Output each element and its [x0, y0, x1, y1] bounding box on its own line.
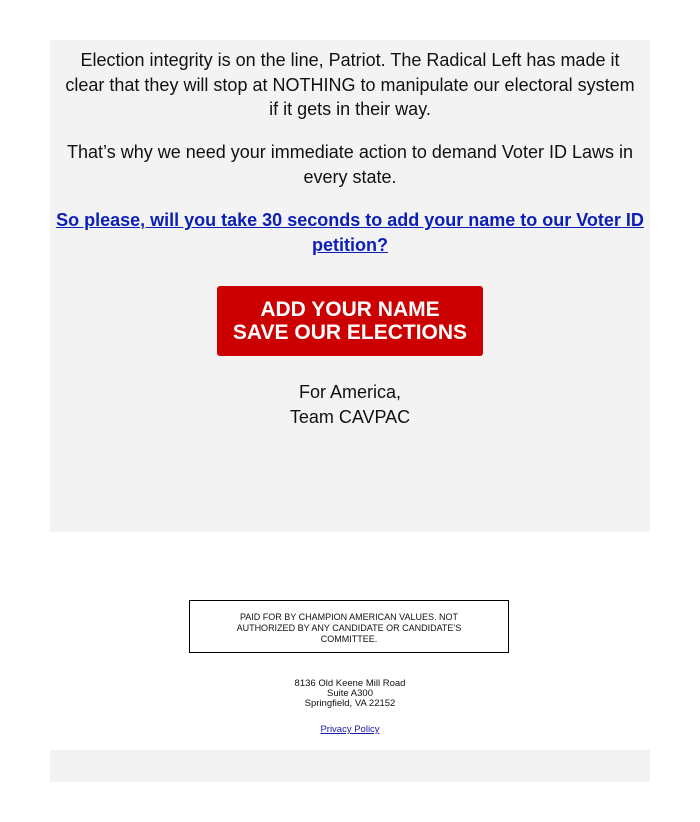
- privacy-container: [0, 724, 700, 736]
- action-paragraph: That’s why we need your immediate action to demand Voter ID Laws in every state.: [67, 142, 633, 187]
- mailing-address: [0, 679, 700, 710]
- signoff-line-2: Team CAVPAC: [289, 407, 411, 427]
- cta-line-2: SAVE OUR ELECTIONS: [232, 321, 468, 344]
- petition-link-container: [50, 208, 650, 258]
- privacy-policy-link[interactable]: Privacy Policy: [320, 724, 380, 735]
- add-your-name-button[interactable]: [217, 286, 483, 356]
- signoff-line-1: For America,: [298, 382, 402, 402]
- cta-line-1: ADD YOUR NAME: [260, 298, 440, 321]
- email-body-panel: [50, 40, 650, 532]
- paid-for-disclaimer: PAID FOR BY CHAMPION AMERICAN VALUES. NOT AUTHORIZED BY ANY CANDIDATE OR CANDIDATE’S COMMITTEE.: [189, 600, 509, 653]
- intro-paragraph: Election integrity is on the line, Patriot. The Radical Left has made it clear that they will stop at NOTHING to manipulate our electoral system if it gets in their way.: [65, 50, 635, 119]
- signoff: [50, 380, 650, 430]
- petition-link[interactable]: So please, will you take 30 seconds to add your name to our Voter ID petition?: [56, 210, 644, 255]
- address-line-3: Springfield, VA 22152: [304, 698, 396, 710]
- address-line-1: 8136 Old Keene Mill Road: [294, 678, 406, 689]
- footer-bar: [50, 750, 650, 782]
- address-line-2: Suite A300: [327, 688, 373, 700]
